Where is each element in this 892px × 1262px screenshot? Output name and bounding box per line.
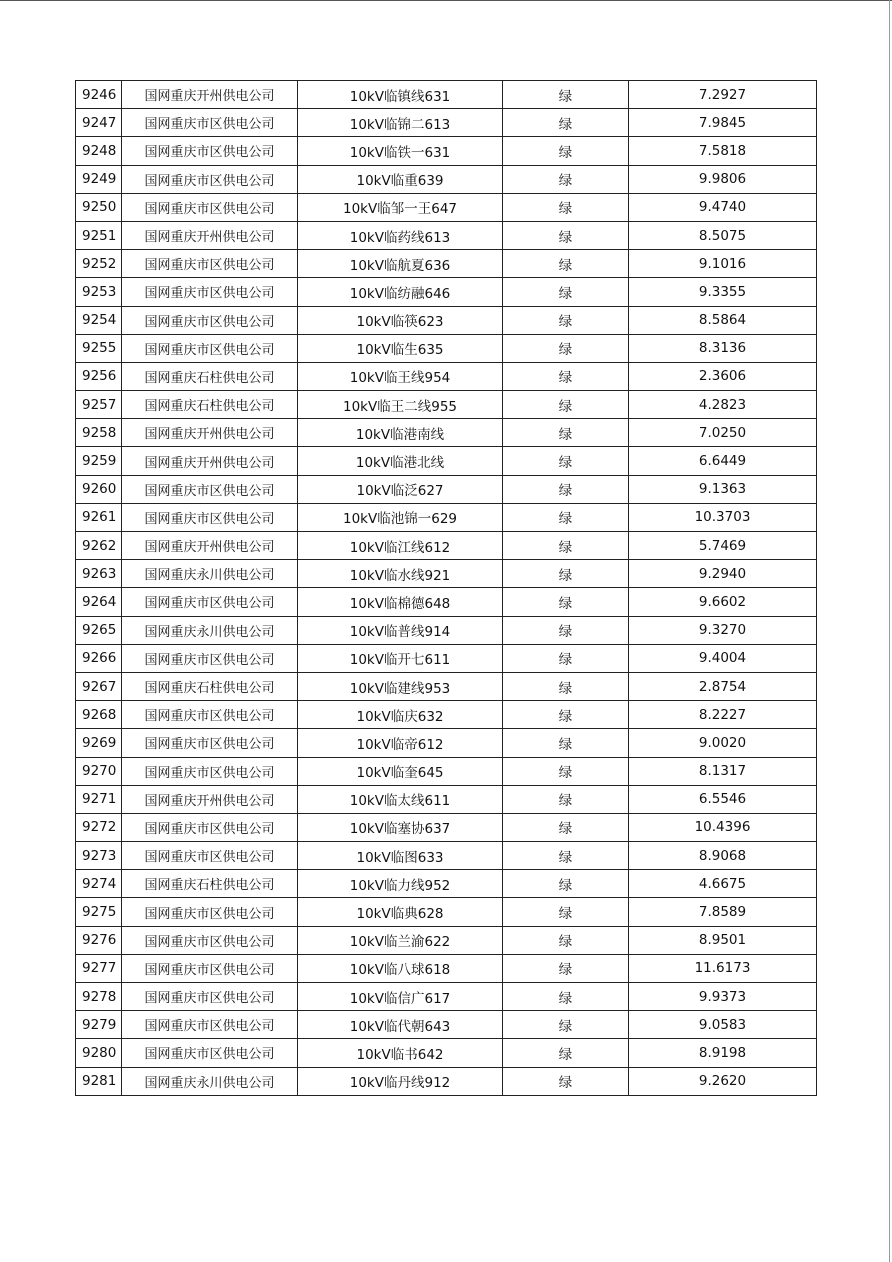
company-cell: 国网重庆石柱供电公司 [122,362,298,390]
line-name-cell: 10kV临棉德648 [298,588,503,616]
top-border-line [0,0,892,1]
company-cell: 国网重庆市区供电公司 [122,898,298,926]
status-cell: 绿 [503,870,629,898]
company-cell: 国网重庆市区供电公司 [122,757,298,785]
value-cell: 10.4396 [629,813,817,841]
line-name-cell: 10kV临筷623 [298,306,503,334]
company-cell: 国网重庆开州供电公司 [122,532,298,560]
company-cell: 国网重庆市区供电公司 [122,137,298,165]
status-cell: 绿 [503,165,629,193]
value-cell: 9.0020 [629,729,817,757]
row-id-cell: 9247 [76,109,122,137]
value-cell: 9.0583 [629,1011,817,1039]
company-cell: 国网重庆开州供电公司 [122,81,298,109]
line-name-cell: 10kV临开七611 [298,644,503,672]
row-id-cell: 9246 [76,81,122,109]
line-name-cell: 10kV临兰渝622 [298,926,503,954]
line-name-cell: 10kV临信广617 [298,983,503,1011]
table-row [76,672,817,700]
company-cell: 国网重庆永川供电公司 [122,616,298,644]
line-name-cell: 10kV临建线953 [298,672,503,700]
status-cell: 绿 [503,785,629,813]
table-row [76,250,817,278]
status-cell: 绿 [503,898,629,926]
status-cell: 绿 [503,447,629,475]
status-cell: 绿 [503,672,629,700]
line-name-cell: 10kV临力线952 [298,870,503,898]
value-cell: 8.1317 [629,757,817,785]
value-cell: 8.2227 [629,701,817,729]
company-cell: 国网重庆市区供电公司 [122,109,298,137]
line-name-cell: 10kV临水线921 [298,560,503,588]
status-cell: 绿 [503,1067,629,1095]
status-cell: 绿 [503,193,629,221]
status-cell: 绿 [503,109,629,137]
table-row [76,362,817,390]
company-cell: 国网重庆市区供电公司 [122,165,298,193]
value-cell: 8.9198 [629,1039,817,1067]
value-cell: 9.4004 [629,644,817,672]
row-id-cell: 9254 [76,306,122,334]
status-cell: 绿 [503,729,629,757]
line-name-cell: 10kV临锦二613 [298,109,503,137]
table-row [76,616,817,644]
row-id-cell: 9255 [76,334,122,362]
table-row [76,560,817,588]
table-row [76,785,817,813]
value-cell: 9.3355 [629,278,817,306]
table-row [76,729,817,757]
company-cell: 国网重庆市区供电公司 [122,729,298,757]
table-row [76,221,817,249]
table-row [76,278,817,306]
value-cell: 8.3136 [629,334,817,362]
table-row [76,898,817,926]
row-id-cell: 9256 [76,362,122,390]
company-cell: 国网重庆市区供电公司 [122,644,298,672]
line-name-cell: 10kV临铁一631 [298,137,503,165]
status-cell: 绿 [503,954,629,982]
company-cell: 国网重庆市区供电公司 [122,278,298,306]
row-id-cell: 9264 [76,588,122,616]
row-id-cell: 9266 [76,644,122,672]
status-cell: 绿 [503,334,629,362]
status-cell: 绿 [503,644,629,672]
value-cell: 8.9501 [629,926,817,954]
value-cell: 9.2940 [629,560,817,588]
value-cell: 5.7469 [629,532,817,560]
value-cell: 7.2927 [629,81,817,109]
table-row [76,757,817,785]
line-name-cell: 10kV临八球618 [298,954,503,982]
value-cell: 8.5075 [629,221,817,249]
status-cell: 绿 [503,81,629,109]
value-cell: 9.1363 [629,475,817,503]
value-cell: 10.3703 [629,503,817,531]
value-cell: 4.2823 [629,391,817,419]
company-cell: 国网重庆市区供电公司 [122,926,298,954]
line-name-cell: 10kV临港北线 [298,447,503,475]
row-id-cell: 9252 [76,250,122,278]
company-cell: 国网重庆开州供电公司 [122,221,298,249]
value-cell: 6.6449 [629,447,817,475]
value-cell: 8.5864 [629,306,817,334]
status-cell: 绿 [503,588,629,616]
row-id-cell: 9251 [76,221,122,249]
status-cell: 绿 [503,1039,629,1067]
line-name-cell: 10kV临港南线 [298,419,503,447]
table-row [76,926,817,954]
company-cell: 国网重庆石柱供电公司 [122,672,298,700]
table-row [76,193,817,221]
row-id-cell: 9250 [76,193,122,221]
company-cell: 国网重庆市区供电公司 [122,475,298,503]
value-cell: 8.9068 [629,842,817,870]
status-cell: 绿 [503,983,629,1011]
table-row [76,334,817,362]
value-cell: 2.3606 [629,362,817,390]
table-row [76,137,817,165]
table-row [76,503,817,531]
line-name-cell: 10kV临代朝643 [298,1011,503,1039]
value-cell: 2.8754 [629,672,817,700]
row-id-cell: 9260 [76,475,122,503]
row-id-cell: 9273 [76,842,122,870]
row-id-cell: 9276 [76,926,122,954]
table-row [76,983,817,1011]
line-name-cell: 10kV临书642 [298,1039,503,1067]
status-cell: 绿 [503,475,629,503]
value-cell: 9.4740 [629,193,817,221]
status-cell: 绿 [503,278,629,306]
row-id-cell: 9261 [76,503,122,531]
table-row [76,870,817,898]
table-row [76,81,817,109]
row-id-cell: 9267 [76,672,122,700]
row-id-cell: 9268 [76,701,122,729]
line-name-cell: 10kV临典628 [298,898,503,926]
value-cell: 6.5546 [629,785,817,813]
row-id-cell: 9259 [76,447,122,475]
company-cell: 国网重庆开州供电公司 [122,447,298,475]
status-cell: 绿 [503,503,629,531]
value-cell: 9.1016 [629,250,817,278]
line-name-cell: 10kV临庆632 [298,701,503,729]
company-cell: 国网重庆市区供电公司 [122,701,298,729]
row-id-cell: 9275 [76,898,122,926]
row-id-cell: 9262 [76,532,122,560]
company-cell: 国网重庆市区供电公司 [122,193,298,221]
status-cell: 绿 [503,757,629,785]
status-cell: 绿 [503,419,629,447]
row-id-cell: 9249 [76,165,122,193]
value-cell: 4.6675 [629,870,817,898]
line-name-cell: 10kV临太线611 [298,785,503,813]
company-cell: 国网重庆市区供电公司 [122,250,298,278]
company-cell: 国网重庆市区供电公司 [122,306,298,334]
company-cell: 国网重庆市区供电公司 [122,1011,298,1039]
row-id-cell: 9272 [76,813,122,841]
company-cell: 国网重庆市区供电公司 [122,954,298,982]
table-row [76,447,817,475]
status-cell: 绿 [503,532,629,560]
status-cell: 绿 [503,560,629,588]
row-id-cell: 9257 [76,391,122,419]
company-cell: 国网重庆永川供电公司 [122,1067,298,1095]
row-id-cell: 9253 [76,278,122,306]
table-row [76,1067,817,1095]
table-body [76,81,817,1096]
table-row [76,419,817,447]
row-id-cell: 9265 [76,616,122,644]
status-cell: 绿 [503,1011,629,1039]
line-name-cell: 10kV临泛627 [298,475,503,503]
value-cell: 7.9845 [629,109,817,137]
line-name-cell: 10kV临图633 [298,842,503,870]
status-cell: 绿 [503,221,629,249]
status-cell: 绿 [503,813,629,841]
row-id-cell: 9263 [76,560,122,588]
value-cell: 7.5818 [629,137,817,165]
table-row [76,644,817,672]
company-cell: 国网重庆永川供电公司 [122,560,298,588]
row-id-cell: 9270 [76,757,122,785]
line-name-cell: 10kV临邹一王647 [298,193,503,221]
status-cell: 绿 [503,391,629,419]
table-row [76,532,817,560]
row-id-cell: 9258 [76,419,122,447]
row-id-cell: 9269 [76,729,122,757]
line-name-cell: 10kV临纺融646 [298,278,503,306]
value-cell: 9.3270 [629,616,817,644]
table-row [76,842,817,870]
row-id-cell: 9248 [76,137,122,165]
value-cell: 9.6602 [629,588,817,616]
company-cell: 国网重庆市区供电公司 [122,334,298,362]
row-id-cell: 9277 [76,954,122,982]
company-cell: 国网重庆市区供电公司 [122,983,298,1011]
row-id-cell: 9281 [76,1067,122,1095]
table-row [76,813,817,841]
line-name-cell: 10kV临池锦一629 [298,503,503,531]
table-row [76,954,817,982]
company-cell: 国网重庆石柱供电公司 [122,391,298,419]
value-cell: 11.6173 [629,954,817,982]
line-name-cell: 10kV临王二线955 [298,391,503,419]
value-cell: 7.0250 [629,419,817,447]
company-cell: 国网重庆市区供电公司 [122,1039,298,1067]
row-id-cell: 9278 [76,983,122,1011]
table-row [76,701,817,729]
table-row [76,475,817,503]
company-cell: 国网重庆市区供电公司 [122,813,298,841]
company-cell: 国网重庆石柱供电公司 [122,870,298,898]
value-cell: 9.9373 [629,983,817,1011]
status-cell: 绿 [503,250,629,278]
row-id-cell: 9280 [76,1039,122,1067]
value-cell: 9.9806 [629,165,817,193]
line-name-cell: 10kV临帝612 [298,729,503,757]
line-name-cell: 10kV临普线914 [298,616,503,644]
line-name-cell: 10kV临王线954 [298,362,503,390]
table-row [76,588,817,616]
table-row [76,306,817,334]
table-row [76,1039,817,1067]
right-border-line [889,0,890,1262]
table-row [76,165,817,193]
line-name-cell: 10kV临塞协637 [298,813,503,841]
status-cell: 绿 [503,926,629,954]
line-name-cell: 10kV临药线613 [298,221,503,249]
line-name-cell: 10kV临航夏636 [298,250,503,278]
row-id-cell: 9271 [76,785,122,813]
status-cell: 绿 [503,842,629,870]
line-name-cell: 10kV临江线612 [298,532,503,560]
status-cell: 绿 [503,306,629,334]
data-table [75,80,817,1096]
value-cell: 9.2620 [629,1067,817,1095]
table-row [76,109,817,137]
company-cell: 国网重庆开州供电公司 [122,419,298,447]
line-name-cell: 10kV临生635 [298,334,503,362]
company-cell: 国网重庆开州供电公司 [122,785,298,813]
status-cell: 绿 [503,701,629,729]
line-name-cell: 10kV临奎645 [298,757,503,785]
row-id-cell: 9274 [76,870,122,898]
company-cell: 国网重庆市区供电公司 [122,588,298,616]
row-id-cell: 9279 [76,1011,122,1039]
status-cell: 绿 [503,362,629,390]
company-cell: 国网重庆市区供电公司 [122,842,298,870]
status-cell: 绿 [503,616,629,644]
line-name-cell: 10kV临镇线631 [298,81,503,109]
company-cell: 国网重庆市区供电公司 [122,503,298,531]
table-row [76,1011,817,1039]
table-row [76,391,817,419]
status-cell: 绿 [503,137,629,165]
line-name-cell: 10kV临丹线912 [298,1067,503,1095]
line-name-cell: 10kV临重639 [298,165,503,193]
value-cell: 7.8589 [629,898,817,926]
